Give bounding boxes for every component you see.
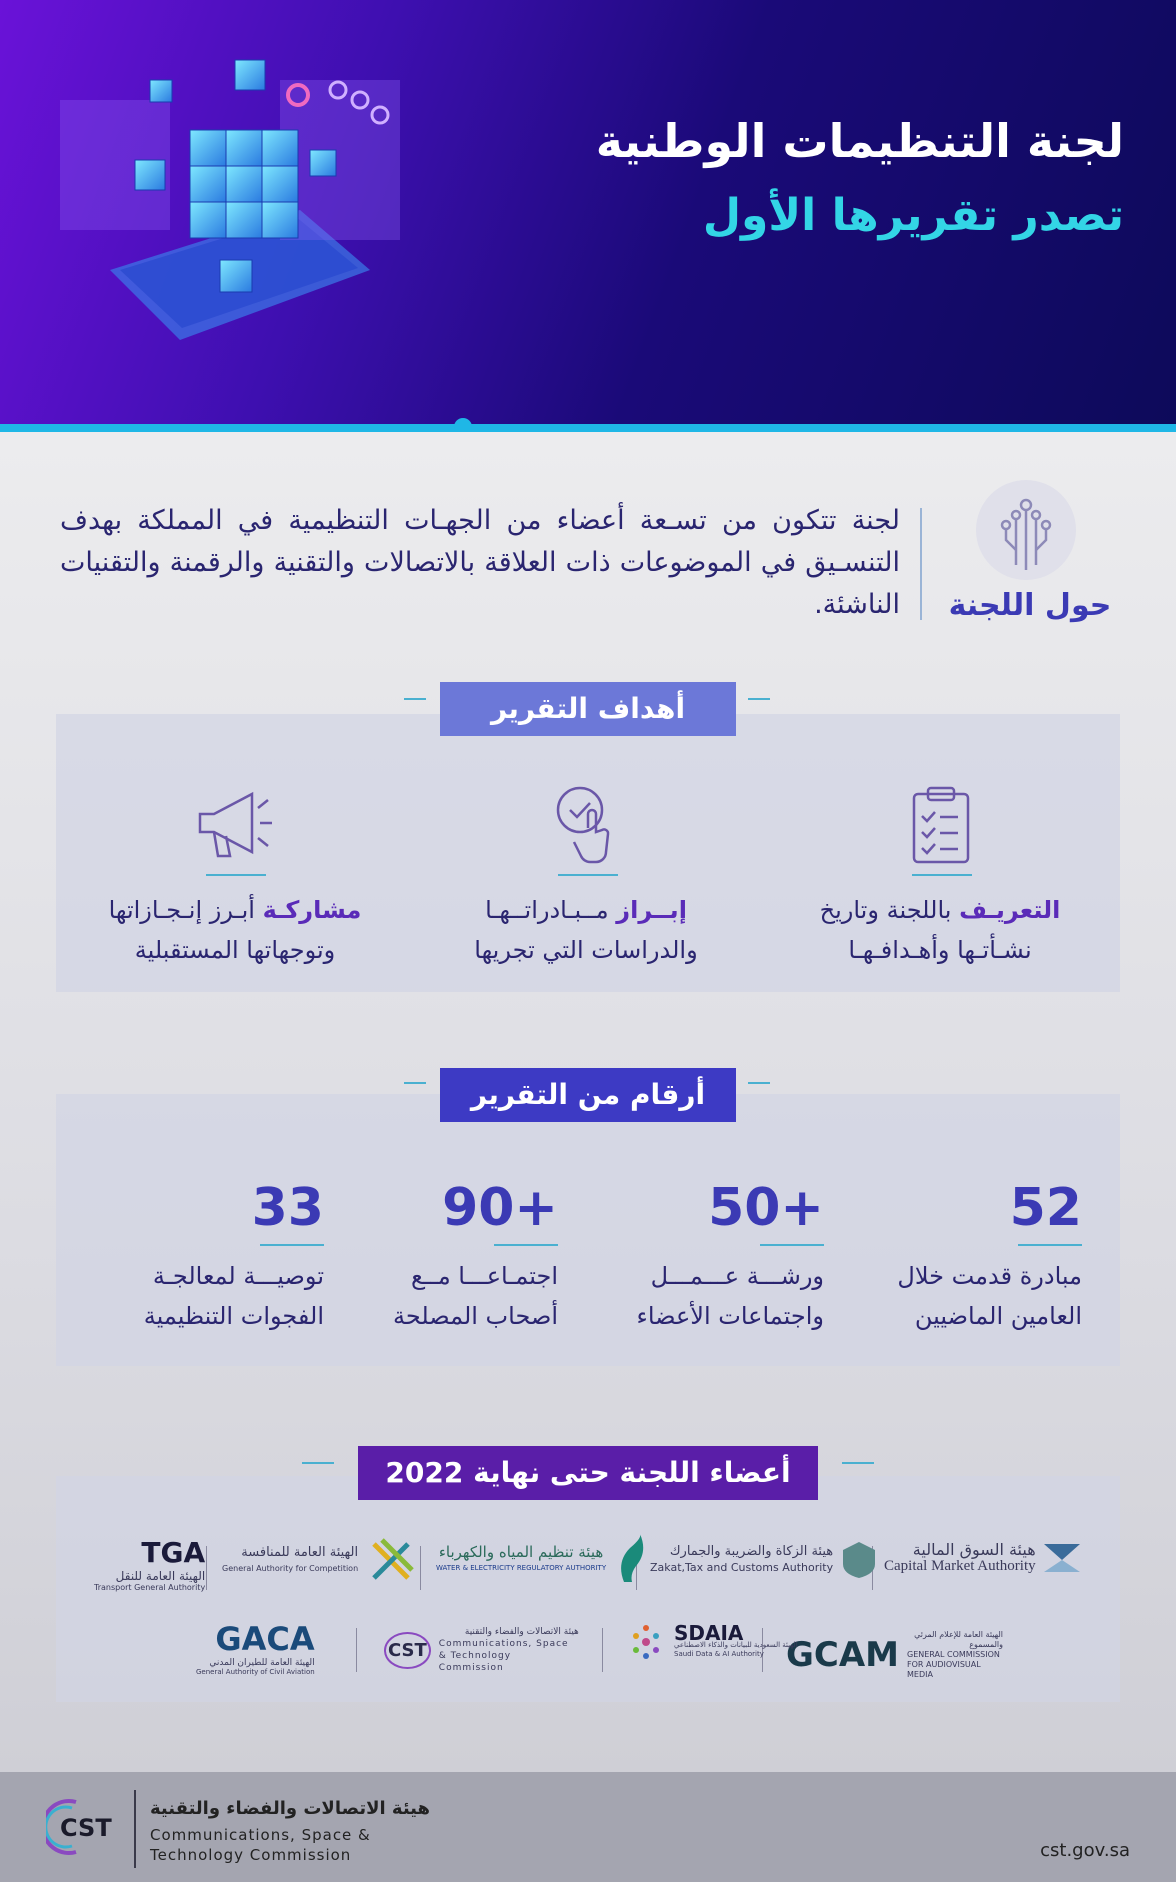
stat-line2: أصحاب المصلحة <box>392 1302 558 1330</box>
logo-mark: GCAM <box>786 1635 900 1675</box>
stat-line1: توصيـــة لمعالجـة <box>152 1262 324 1290</box>
logo-mark: SDAIA <box>674 1621 744 1645</box>
goal-line2: وتوجهاتها المستقبلية <box>134 936 336 964</box>
numbers-heading-dash-right <box>748 1082 770 1084</box>
logo-separator <box>356 1628 357 1672</box>
werra-logo <box>436 1532 650 1588</box>
logo-ar: الهيئة العامة للإعلام المرئي والمسموع <box>914 1630 1004 1649</box>
logo-ar: الهيئة العامة للنقل <box>115 1569 206 1583</box>
logo-ar: هيئة الاتصالات والفضاء والتقنية <box>464 1627 579 1637</box>
about-divider <box>920 508 922 620</box>
stat-underline <box>760 1244 824 1246</box>
hero-title: لجنة التنظيمات الوطنية <box>595 114 1124 168</box>
goal-keyword: إبــراز <box>616 896 687 924</box>
goal-line2: والدراسات التي تجريها <box>474 936 698 964</box>
goals-heading-dash-right <box>748 698 770 700</box>
cst-footer-logo <box>46 1796 120 1858</box>
footer-org-arabic: هيئة الاتصالات والفضاء والتقنية <box>150 1798 431 1819</box>
stat-line1: ورشـــة عـــمـــل <box>650 1262 824 1290</box>
goal-keyword: التعريـف <box>959 896 1061 924</box>
logo-mark: TGA <box>141 1536 206 1569</box>
stat-underline <box>260 1244 324 1246</box>
goal-line1: أبـرز إنـجـازاتها <box>108 896 263 924</box>
sdaia-logo <box>626 1622 798 1662</box>
sdaia-logo-icon <box>626 1622 666 1662</box>
stat-line2: الفجوات التنظيمية <box>143 1302 324 1330</box>
logo-en: Zakat,Tax and Customs Authority <box>650 1561 834 1574</box>
logo-ar: الهيئة العامة للمنافسة <box>241 1545 359 1560</box>
goal-underline <box>912 874 972 876</box>
footer-org-english-line2: Technology Commission <box>150 1846 352 1864</box>
goal-line1: مــبـادراتــهـا <box>485 896 617 924</box>
goal-item <box>444 890 728 970</box>
goals-heading: أهداف التقرير <box>440 682 736 736</box>
logo-en: Communications, Space & Technology Commission <box>438 1639 569 1673</box>
logo-ar: هيئة تنظيم المياه والكهرباء <box>438 1543 604 1561</box>
stat-line2: واجتماعات الأعضاء <box>636 1302 824 1330</box>
cst-member-logo <box>384 1626 579 1674</box>
zatca-logo-icon <box>841 1540 877 1580</box>
megaphone-icon <box>190 780 280 874</box>
goal-item <box>90 890 380 970</box>
gcam-logo <box>786 1630 1003 1680</box>
logo-ar: هيئة السوق المالية <box>912 1540 1036 1559</box>
goal-item <box>800 890 1080 970</box>
hero-banner <box>0 0 1176 428</box>
logo-en: Transport General Authority <box>94 1583 206 1592</box>
logo-separator <box>206 1546 207 1590</box>
stat-line2: العامين الماضيين <box>914 1302 1082 1330</box>
numbers-heading: أرقام من التقرير <box>440 1068 736 1122</box>
logo-mark: CST <box>384 1632 431 1669</box>
stat-label <box>594 1256 824 1336</box>
stat-label <box>862 1256 1082 1336</box>
numbers-heading-dash-left <box>404 1082 426 1084</box>
gaca-logo <box>196 1620 315 1676</box>
logo-en: GENERAL COMMISSION FOR AUDIOVISUAL MEDIA <box>907 1650 1000 1679</box>
logo-mark: GACA <box>215 1620 315 1658</box>
about-description: لجنة تتكون من تسـعة أعضاء من الجهـات التنظيمية في المملكة بهدف التنسـيق في الموضوعات ذات العلاقة بالاتصالات والتقنية والرقمنة والتقنيات الناشئة. <box>60 505 900 620</box>
hero-subtitle: تصدر تقريرها الأول <box>702 190 1124 241</box>
gac-logo <box>222 1536 416 1586</box>
footer-org-english-line1: Communications, Space & <box>150 1826 371 1844</box>
goal-underline <box>206 874 266 876</box>
members-heading-dash-left <box>302 1462 334 1464</box>
logo-en: WATER & ELECTRICITY REGULATORY AUTHORITY <box>436 1564 607 1572</box>
goal-underline <box>558 874 618 876</box>
clipboard-checklist-icon <box>896 780 986 874</box>
members-heading: أعضاء اللجنة حتى نهاية 2022 <box>358 1446 818 1500</box>
logo-separator <box>602 1628 603 1672</box>
logo-ar: الهيئة السعودية للبيانات والذكاء الاصطناعي <box>674 1641 798 1649</box>
tech-cube-illustration-icon <box>40 40 500 390</box>
footer-logo-text: CST <box>60 1814 112 1842</box>
logo-en: General Authority of Civil Aviation <box>196 1668 315 1676</box>
logo-separator <box>420 1546 421 1590</box>
stat-value: 52 <box>1009 1178 1082 1238</box>
stat-value: 50+ <box>708 1178 824 1238</box>
logo-en: Saudi Data & AI Authority <box>674 1650 764 1658</box>
stat-line1: مبادرة قدمت خلال <box>897 1262 1082 1290</box>
circuit-brain-icon <box>976 480 1076 580</box>
tga-logo <box>94 1536 205 1592</box>
logo-en: Capital Market Authority <box>884 1558 1036 1574</box>
logo-ar: الهيئة العامة للطيران المدني <box>209 1658 315 1668</box>
touch-check-icon <box>542 780 632 874</box>
cma-logo-icon <box>1044 1540 1080 1576</box>
logo-en: General Authority for Competition <box>222 1564 359 1573</box>
stat-label <box>360 1256 558 1336</box>
goal-line1: باللجنة وتاريخ <box>819 896 960 924</box>
cma-logo <box>884 1540 1080 1576</box>
stat-value: 90+ <box>442 1178 558 1238</box>
gac-logo-icon <box>366 1536 416 1586</box>
logo-ar: هيئة الزكاة والضريبة والجمارك <box>669 1544 834 1559</box>
goal-line2: نشـأتـها وأهـدافـهـا <box>848 936 1032 964</box>
goal-keyword: مشاركـة <box>262 896 362 924</box>
footer-divider <box>134 1790 136 1868</box>
stat-line1: اجتمـاعـــا مــع <box>410 1262 558 1290</box>
hero-divider-bar <box>0 424 1176 432</box>
members-heading-dash-right <box>842 1462 874 1464</box>
goals-heading-dash-left <box>404 698 426 700</box>
werra-logo-icon <box>614 1532 650 1588</box>
footer-website-link[interactable]: cst.gov.sa <box>1040 1840 1130 1861</box>
about-title: حول اللجنة <box>948 588 1112 623</box>
stat-underline <box>1018 1244 1082 1246</box>
stat-label <box>94 1256 324 1336</box>
stat-value: 33 <box>251 1178 324 1238</box>
stat-underline <box>494 1244 558 1246</box>
zatca-logo <box>650 1540 877 1580</box>
